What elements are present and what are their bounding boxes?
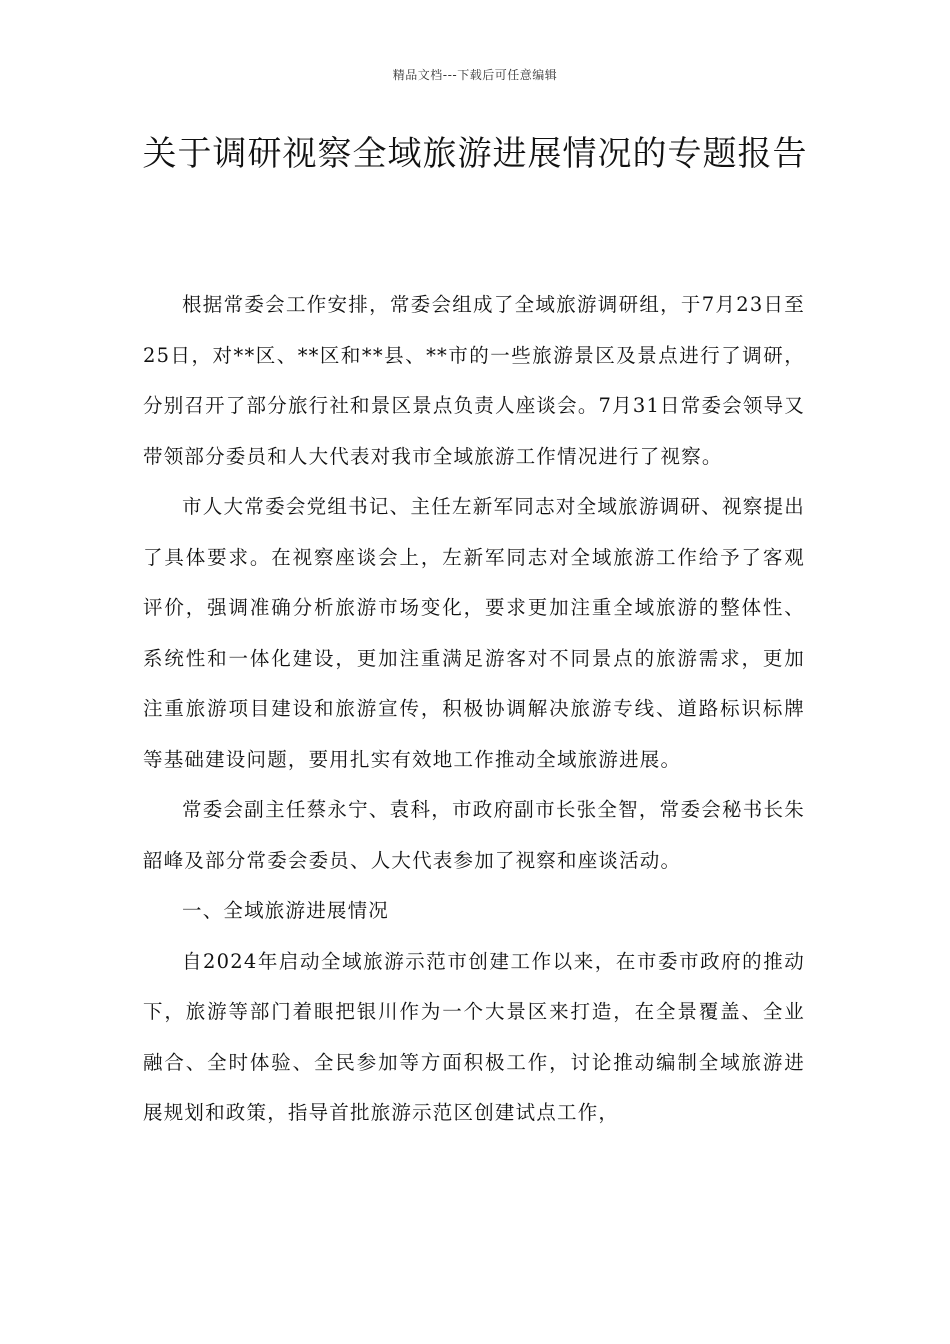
section-heading: 一、全域旅游进展情况 — [182, 899, 390, 922]
document-title: 关于调研视察全域旅游进展情况的专题报告 — [142, 134, 808, 174]
paragraph-1: 根据常委会工作安排，常委会组成了全域旅游调研组，于7月23日至25日，对**区、**区和**县、**市的一些旅游景区及景点进行了调研，分别召开了部分旅行社和景区景点负责人座谈会。7月31日常委会领导又带领部分委员和人大代表对我市全域旅游工作情况进行了视察。 — [143, 293, 805, 468]
paragraph-3: 常委会副主任蔡永宁、袁科，市政府副市长张全智，常委会秘书长朱韶峰及部分常委会委员、人大代表参加了视察和座谈活动。 — [143, 798, 805, 872]
header-note: 精品文档---下载后可任意编辑 — [392, 68, 558, 82]
section-paragraph-1: 自2024年启动全域旅游示范市创建工作以来，在市委市政府的推动下，旅游等部门着眼把银川作为一个大景区来打造，在全景覆盖、全业融合、全时体验、全民参加等方面积极工作，讨论推动编制全域旅游进展规划和政策，指导首批旅游示范区创建试点工作， — [143, 949, 805, 1124]
paragraph-2: 市人大常委会党组书记、主任左新军同志对全域旅游调研、视察提出了具体要求。在视察座谈会上，左新军同志对全域旅游工作给予了客观评价，强调准确分析旅游市场变化，要求更加注重全域旅游的整体性、系统性和一体化建设，更加注重满足游客对不同景点的旅游需求，更加注重旅游项目建设和旅游宣传，积极协调解决旅游专线、道路标识标牌等基础建设问题，要用扎实有效地工作推动全域旅游进展。 — [143, 495, 805, 771]
document-body — [143, 280, 805, 1139]
